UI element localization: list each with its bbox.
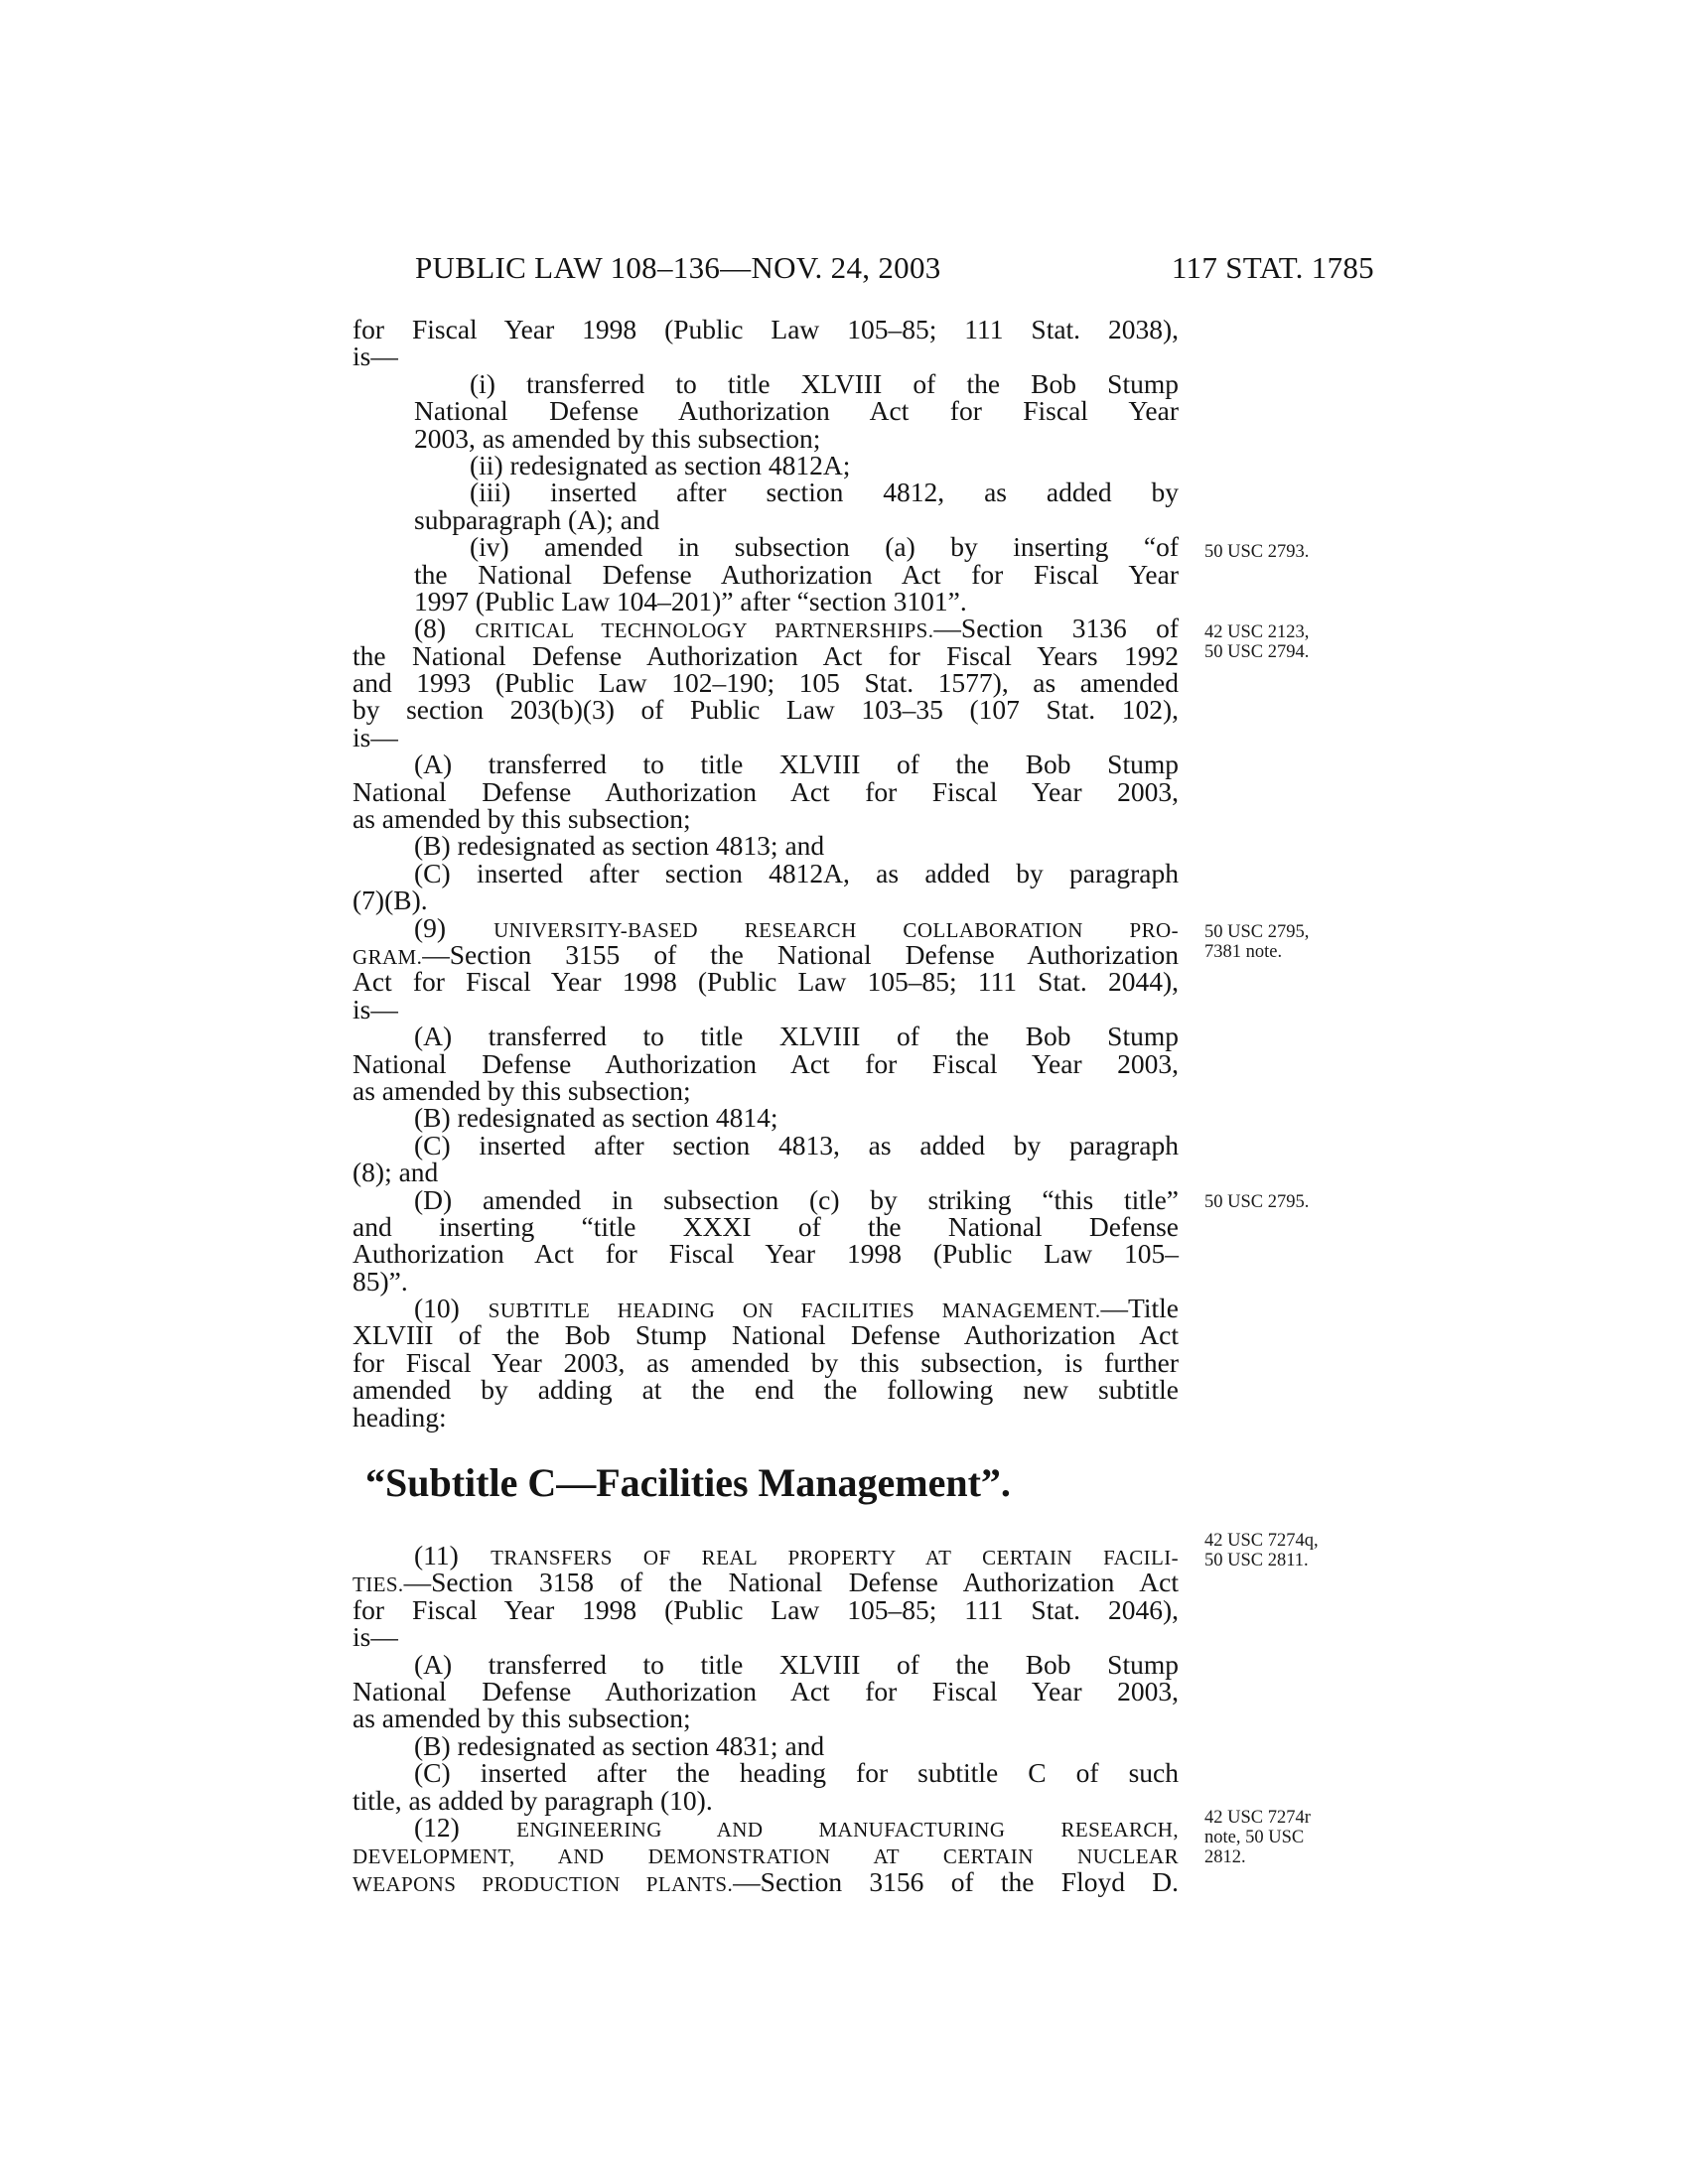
margin-note: 2812.: [1204, 1847, 1246, 1867]
paragraph-number: (8): [414, 613, 447, 644]
text-line: National Defense Authorization Act for Fiscal Year 2003,: [352, 775, 1179, 807]
margin-note: 50 USC 2811.: [1204, 1551, 1309, 1570]
text-line: is—: [352, 341, 398, 372]
body-text-top: [352, 316, 1179, 1431]
text-line: (B) redesignated as section 4831; and: [414, 1729, 825, 1761]
text-line: (A) transferred to title XLVIII of the Bob Stump: [414, 1648, 1179, 1680]
paragraph-heading: CRITICAL TECHNOLOGY PARTNERSHIPS.: [475, 618, 934, 643]
text-line: by section 203(b)(3) of Public Law 103–35 (107 Stat. 102),: [352, 694, 1179, 726]
text-line: subparagraph (A); and: [414, 503, 660, 535]
text-line: (i) transferred to title XLVIII of the Bob Stump: [470, 367, 1179, 399]
paragraph-heading: TRANSFERS OF REAL PROPERTY AT CERTAIN FACILI-: [491, 1546, 1180, 1570]
text-line: 85)”.: [352, 1265, 408, 1297]
paragraph-number: (12): [414, 1811, 460, 1843]
text-line: amended by adding at the end the following new subtitle: [352, 1374, 1179, 1406]
paragraph-heading-line: [352, 1841, 1179, 1867]
text-line: 2003, as amended by this subsection;: [414, 422, 821, 454]
running-head-citation: PUBLIC LAW 108–136—NOV. 24, 2003: [415, 250, 941, 285]
paragraph-heading-line: [352, 938, 1179, 970]
text-line: (7)(B).: [352, 885, 428, 916]
text-line: National Defense Authorization Act for Fiscal Year 2003,: [352, 1047, 1179, 1079]
paragraph-number: (9): [414, 911, 447, 943]
margin-note: 50 USC 2793.: [1204, 542, 1310, 562]
margin-note: 50 USC 2795.: [1204, 1192, 1310, 1212]
paragraph-heading: UNIVERSITY-BASED RESEARCH COLLABORATION PRO-: [493, 917, 1179, 942]
text-line: (iii) inserted after section 4812, as added by: [470, 477, 1179, 508]
text-run: —Title: [1100, 1293, 1180, 1324]
text-line: and inserting “title XXXI of the National Defense: [352, 1210, 1179, 1242]
text-line: heading:: [352, 1401, 447, 1433]
text-line: as amended by this subsection;: [352, 803, 691, 835]
paragraph-heading: WEAPONS PRODUCTION PLANTS.: [352, 1871, 734, 1896]
text-line: as amended by this subsection;: [352, 1074, 691, 1106]
margin-note: 7381 note.: [1204, 942, 1283, 962]
text-line: for Fiscal Year 2003, as amended by this subsection, is further: [352, 1346, 1179, 1378]
margin-note: note, 50 USC: [1204, 1828, 1305, 1847]
margin-note: 42 USC 7274q,: [1204, 1531, 1319, 1551]
text-line: as amended by this subsection;: [352, 1703, 691, 1734]
running-head: [415, 250, 1374, 290]
margin-note: 42 USC 7274r: [1204, 1808, 1311, 1828]
text-run: —Section 3158 of the National Defense Authorization Act: [403, 1567, 1179, 1598]
text-line: (B) redesignated as section 4814;: [414, 1102, 778, 1134]
text-line: title, as added by paragraph (10).: [352, 1784, 713, 1816]
text-line: XLVIII of the Bob Stump National Defense Authorization Act: [352, 1319, 1179, 1351]
text-line: the National Defense Authorization Act for Fiscal Year: [414, 558, 1179, 590]
text-line: Authorization Act for Fiscal Year 1998 (Public Law 105–: [352, 1238, 1179, 1270]
text-line: (C) inserted after section 4813, as added by paragraph: [414, 1129, 1179, 1160]
text-line: Act for Fiscal Year 1998 (Public Law 105–85; 111 Stat. 2044),: [352, 966, 1179, 998]
paragraph-heading: SUBTITLE HEADING ON FACILITIES MANAGEMENT.: [488, 1298, 1101, 1323]
text-line: (A) transferred to title XLVIII of the Bob Stump: [414, 1021, 1179, 1052]
text-line: 1997 (Public Law 104–201)” after “section 3101”.: [414, 585, 967, 616]
paragraph-heading-line: [352, 1811, 1180, 1843]
text-run: —Section 3156 of the Floyd D.: [733, 1865, 1179, 1897]
text-line: National Defense Authorization Act for Fiscal Year: [414, 395, 1179, 427]
margin-note: 42 USC 2123,: [1204, 622, 1310, 642]
text-line: and 1993 (Public Law 102–190; 105 Stat. 1577), as amended: [352, 667, 1179, 699]
paragraph-heading-line: [352, 911, 1179, 943]
text-line: (ii) redesignated as section 4812A;: [470, 449, 851, 480]
text-line: is—: [352, 993, 398, 1024]
subtitle-heading: “Subtitle C—Facilities Management”.: [365, 1460, 1011, 1505]
running-head-page-number: 117 STAT. 1785: [1171, 250, 1374, 285]
paragraph-heading-line: [352, 1567, 1179, 1598]
margin-note: 50 USC 2794.: [1204, 642, 1310, 662]
text-line: National Defense Authorization Act for Fiscal Year 2003,: [352, 1675, 1179, 1706]
paragraph-heading: TIES.: [352, 1572, 404, 1597]
text-run: —Section 3155 of the National Defense Authorization: [422, 938, 1179, 970]
text-line: the National Defense Authorization Act for Fiscal Years 1992: [352, 639, 1179, 671]
text-line: for Fiscal Year 1998 (Public Law 105–85; 111 Stat. 2038),: [352, 314, 1179, 344]
paragraph-heading-line: [352, 1542, 1179, 1569]
body-text-bottom: [352, 1542, 1179, 1895]
text-line: (C) inserted after section 4812A, as added by paragraph: [414, 857, 1179, 888]
text-line: (C) inserted after the heading for subtitle C of such: [414, 1757, 1179, 1789]
paragraph-heading: GRAM.: [352, 944, 423, 969]
text-line: (B) redesignated as section 4813; and: [414, 830, 825, 862]
text-line: is—: [352, 1621, 398, 1653]
paragraph-number: (10): [414, 1293, 460, 1324]
text-line: (8); and: [352, 1157, 439, 1188]
text-line: is—: [352, 721, 398, 752]
paragraph-heading: DEVELOPMENT, AND DEMONSTRATION AT CERTAIN NUCLEAR: [352, 1844, 1179, 1869]
paragraph-heading-line: [352, 613, 1180, 644]
paragraph-heading: ENGINEERING AND MANUFACTURING RESEARCH,: [516, 1817, 1180, 1842]
paragraph-number: (11): [414, 1540, 459, 1570]
margin-note: 50 USC 2795,: [1204, 922, 1310, 942]
text-line: (D) amended in subsection (c) by striking “this title”: [414, 1183, 1179, 1215]
text-line: (iv) amended in subsection (a) by inserting “of: [470, 531, 1179, 563]
text-line: for Fiscal Year 1998 (Public Law 105–85; 111 Stat. 2046),: [352, 1593, 1179, 1625]
paragraph-heading-line: [352, 1865, 1179, 1897]
text-line: (A) transferred to title XLVIII of the Bob Stump: [414, 749, 1179, 780]
paragraph-heading-line: [352, 1293, 1180, 1324]
text-run: —Section 3136 of: [933, 613, 1180, 644]
